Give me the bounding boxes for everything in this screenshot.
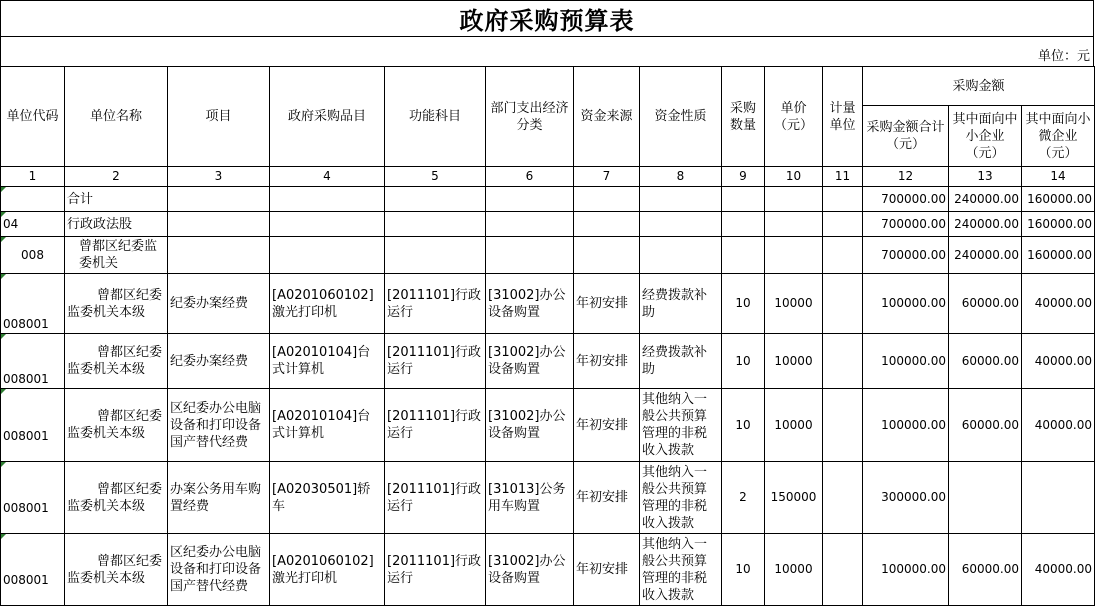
amount-micro-cell	[1022, 462, 1095, 534]
amount-sme-cell: 240000.00	[949, 187, 1022, 212]
project-cell: 办案公务用车购置经费	[168, 462, 270, 534]
sheet-title: 政府采购预算表	[0, 0, 1094, 37]
header-amount-sme: 其中面向中小企业（元）	[949, 106, 1022, 167]
header-unit-name: 单位名称	[65, 67, 168, 167]
fund-nature-cell: 经费拨款补助	[640, 334, 722, 389]
measure-unit-cell	[823, 534, 863, 606]
unit-name-cell: 合计	[65, 187, 168, 212]
column-number: 5	[385, 167, 486, 187]
unit-code-cell: 04	[1, 212, 65, 237]
amount-sme-cell: 60000.00	[949, 274, 1022, 334]
economic-class-cell: [31013]公务用车购置	[486, 462, 574, 534]
amount-micro-cell: 160000.00	[1022, 187, 1095, 212]
catalog-cell: [A0201060102]激光打印机	[270, 534, 385, 606]
measure-unit-cell	[823, 462, 863, 534]
quantity-cell: 10	[722, 274, 765, 334]
quantity-cell: 10	[722, 334, 765, 389]
header-economic-class: 部门支出经济分类	[486, 67, 574, 167]
unit-name-cell: 曾都区纪委监委机关本级	[65, 462, 168, 534]
quantity-cell: 10	[722, 389, 765, 462]
catalog-cell: [A02010104]台式计算机	[270, 389, 385, 462]
amount-total-cell: 100000.00	[863, 334, 949, 389]
header-quantity: 采购数量	[722, 67, 765, 167]
column-number: 12	[863, 167, 949, 187]
unit-price-cell: 10000	[765, 274, 823, 334]
project-cell: 纪委办案经费	[168, 334, 270, 389]
amount-micro-cell: 40000.00	[1022, 389, 1095, 462]
measure-unit-cell	[823, 274, 863, 334]
amount-total-cell: 100000.00	[863, 534, 949, 606]
amount-sme-cell: 60000.00	[949, 534, 1022, 606]
amount-sme-cell: 60000.00	[949, 334, 1022, 389]
economic-class-cell: [31002]办公设备购置	[486, 334, 574, 389]
fund-nature-cell: 其他纳入一般公共预算管理的非税收入拨款	[640, 534, 722, 606]
unit-name-cell: 曾都区纪委监委机关本级	[65, 334, 168, 389]
table-row	[1, 389, 1095, 462]
amount-total-cell: 700000.00	[863, 187, 949, 212]
column-number: 1	[1, 167, 65, 187]
table-row	[1, 274, 1095, 334]
unit-price-cell: 150000	[765, 462, 823, 534]
summary-row-agency	[1, 237, 1095, 274]
measure-unit-cell	[823, 389, 863, 462]
function-subject-cell: [2011101]行政运行	[385, 534, 486, 606]
column-number: 4	[270, 167, 385, 187]
unit-code-cell: 008001	[1, 334, 65, 389]
unit-price-cell: 10000	[765, 534, 823, 606]
amount-micro-cell: 40000.00	[1022, 274, 1095, 334]
measure-unit-cell	[823, 334, 863, 389]
table-row	[1, 334, 1095, 389]
column-number: 8	[640, 167, 722, 187]
quantity-cell: 10	[722, 534, 765, 606]
amount-sme-cell: 60000.00	[949, 389, 1022, 462]
unit-name-cell: 曾都区纪委监委机关本级	[65, 274, 168, 334]
amount-sme-cell: 240000.00	[949, 212, 1022, 237]
amount-total-cell: 700000.00	[863, 237, 949, 274]
function-subject-cell: [2011101]行政运行	[385, 274, 486, 334]
fund-source-cell: 年初安排	[574, 462, 640, 534]
amount-micro-cell: 40000.00	[1022, 534, 1095, 606]
unit-row	[0, 37, 1094, 66]
column-number: 9	[722, 167, 765, 187]
fund-source-cell: 年初安排	[574, 274, 640, 334]
unit-code-cell: 008001	[1, 462, 65, 534]
amount-total-cell: 300000.00	[863, 462, 949, 534]
project-cell: 区纪委办公电脑设备和打印设备国产替代经费	[168, 534, 270, 606]
unit-name-cell: 曾都区纪委监委机关	[65, 237, 168, 274]
column-number: 2	[65, 167, 168, 187]
economic-class-cell: [31002]办公设备购置	[486, 534, 574, 606]
header-amount-total: 采购金额合计（元）	[863, 106, 949, 167]
unit-code-cell: 008001	[1, 389, 65, 462]
summary-row-department	[1, 212, 1095, 237]
header-fund-source: 资金来源	[574, 67, 640, 167]
header-fund-nature: 资金性质	[640, 67, 722, 167]
fund-source-cell: 年初安排	[574, 534, 640, 606]
unit-name-cell: 曾都区纪委监委机关本级	[65, 389, 168, 462]
fund-nature-cell: 其他纳入一般公共预算管理的非税收入拨款	[640, 462, 722, 534]
quantity-cell: 2	[722, 462, 765, 534]
column-number: 6	[486, 167, 574, 187]
column-number: 3	[168, 167, 270, 187]
economic-class-cell: [31002]办公设备购置	[486, 274, 574, 334]
unit-code-cell	[1, 187, 65, 212]
amount-sme-cell: 240000.00	[949, 237, 1022, 274]
amount-sme-cell	[949, 462, 1022, 534]
budget-table	[0, 66, 1095, 606]
column-number: 14	[1022, 167, 1095, 187]
catalog-cell: [A02030501]轿车	[270, 462, 385, 534]
fund-source-cell: 年初安排	[574, 389, 640, 462]
amount-total-cell: 100000.00	[863, 274, 949, 334]
project-cell: 区纪委办公电脑设备和打印设备国产替代经费	[168, 389, 270, 462]
function-subject-cell: [2011101]行政运行	[385, 334, 486, 389]
column-number: 7	[574, 167, 640, 187]
fund-nature-cell: 经费拨款补助	[640, 274, 722, 334]
amount-total-cell: 700000.00	[863, 212, 949, 237]
catalog-cell: [A0201060102]激光打印机	[270, 274, 385, 334]
economic-class-cell: [31002]办公设备购置	[486, 389, 574, 462]
unit-name-cell: 行政政法股	[65, 212, 168, 237]
unit-price-cell: 10000	[765, 334, 823, 389]
amount-micro-cell: 160000.00	[1022, 237, 1095, 274]
unit-price-cell: 10000	[765, 389, 823, 462]
header-project: 项目	[168, 67, 270, 167]
function-subject-cell: [2011101]行政运行	[385, 462, 486, 534]
project-cell: 纪委办案经费	[168, 274, 270, 334]
column-number: 11	[823, 167, 863, 187]
unit-code-cell: 008001	[1, 534, 65, 606]
amount-micro-cell: 160000.00	[1022, 212, 1095, 237]
unit-label: 单位：元	[1037, 49, 1090, 64]
fund-nature-cell: 其他纳入一般公共预算管理的非税收入拨款	[640, 389, 722, 462]
summary-row-total	[1, 187, 1095, 212]
header-unit-price: 单价（元）	[765, 67, 823, 167]
header-catalog: 政府采购品目	[270, 67, 385, 167]
header-amount-group: 采购金额	[863, 67, 1095, 106]
header-function-subject: 功能科目	[385, 67, 486, 167]
unit-code-cell: 008001	[1, 274, 65, 334]
column-number: 10	[765, 167, 823, 187]
function-subject-cell: [2011101]行政运行	[385, 389, 486, 462]
catalog-cell: [A02010104]台式计算机	[270, 334, 385, 389]
header-measure-unit: 计量单位	[823, 67, 863, 167]
table-row	[1, 462, 1095, 534]
amount-micro-cell: 40000.00	[1022, 334, 1095, 389]
amount-total-cell: 100000.00	[863, 389, 949, 462]
header-amount-micro: 其中面向小微企业（元）	[1022, 106, 1095, 167]
column-number-row	[1, 167, 1095, 187]
header-unit-code: 单位代码	[1, 67, 65, 167]
column-number: 13	[949, 167, 1022, 187]
fund-source-cell: 年初安排	[574, 334, 640, 389]
unit-name-cell: 曾都区纪委监委机关本级	[65, 534, 168, 606]
unit-code-cell: 008	[1, 237, 65, 274]
table-row	[1, 534, 1095, 606]
